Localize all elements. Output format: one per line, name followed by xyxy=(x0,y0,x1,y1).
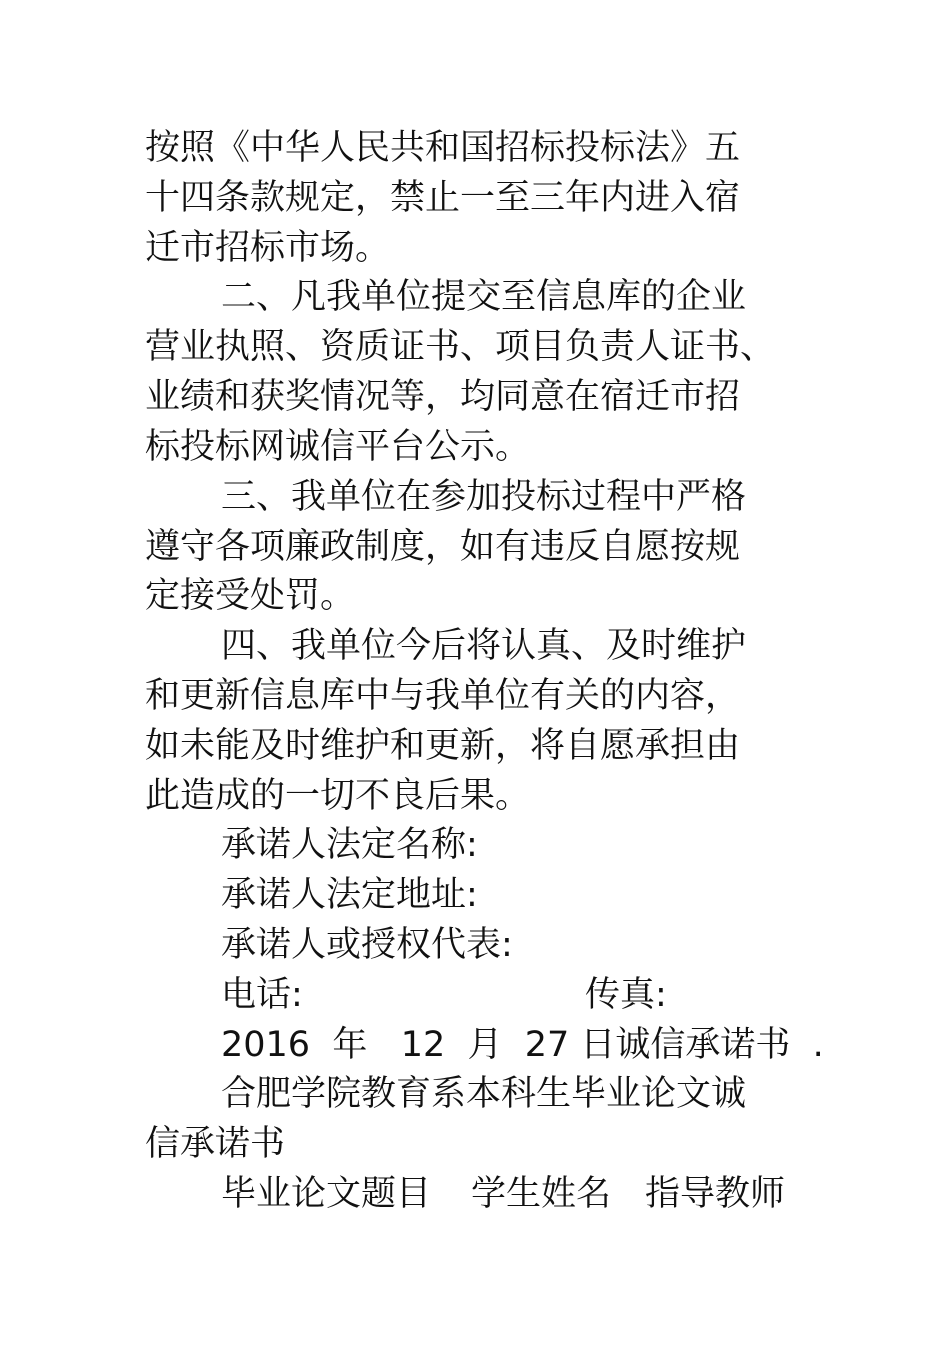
paragraph-line: 业绩和获奖情况等，均同意在宿迁市招 xyxy=(145,377,741,417)
header-student-name: 学生姓名 xyxy=(471,1174,612,1214)
section-title-continued: 信承诺书 xyxy=(145,1124,286,1164)
header-advisor: 指导教师 xyxy=(645,1174,786,1214)
paragraph-line: 标投标网诚信平台公示。 xyxy=(145,427,531,467)
clause-four-start: 四、我单位今后将认真、及时维护 xyxy=(221,626,747,666)
paragraph-line: 此造成的一切不良后果。 xyxy=(145,776,531,816)
paragraph-line: 遵守各项廉政制度，如有违反自愿按规 xyxy=(145,527,741,567)
phone-label: 电话: xyxy=(221,975,303,1015)
legal-name-label: 承诺人法定名称: xyxy=(221,825,478,865)
legal-address-label: 承诺人法定地址: xyxy=(221,875,478,915)
section-title: 合肥学院教育系本科生毕业论文诚 xyxy=(221,1074,747,1114)
paragraph-line: 和更新信息库中与我单位有关的内容， xyxy=(145,676,741,716)
paragraph-line: 营业执照、资质证书、项目负责人证书、 xyxy=(145,327,776,367)
paragraph-line: 迁市招标市场。 xyxy=(145,228,391,268)
date-line: 2016 年 12 月 27 日诚信承诺书 . xyxy=(221,1025,824,1065)
paragraph-line: 定接受处罚。 xyxy=(145,576,356,616)
paragraph-line: 如未能及时维护和更新，将自愿承担由 xyxy=(145,726,741,766)
representative-label: 承诺人或授权代表: xyxy=(221,925,513,965)
paragraph-line: 十四条款规定，禁止一至三年内进入宿 xyxy=(145,178,741,218)
clause-two-start: 二、凡我单位提交至信息库的企业 xyxy=(221,277,747,317)
table-header-row xyxy=(221,1174,785,1214)
paragraph-line: 按照《中华人民共和国招标投标法》五 xyxy=(145,128,741,168)
header-thesis-title: 毕业论文题目 xyxy=(221,1174,432,1214)
fax-label: 传真: xyxy=(585,975,667,1015)
clause-three-start: 三、我单位在参加投标过程中严格 xyxy=(221,477,747,517)
